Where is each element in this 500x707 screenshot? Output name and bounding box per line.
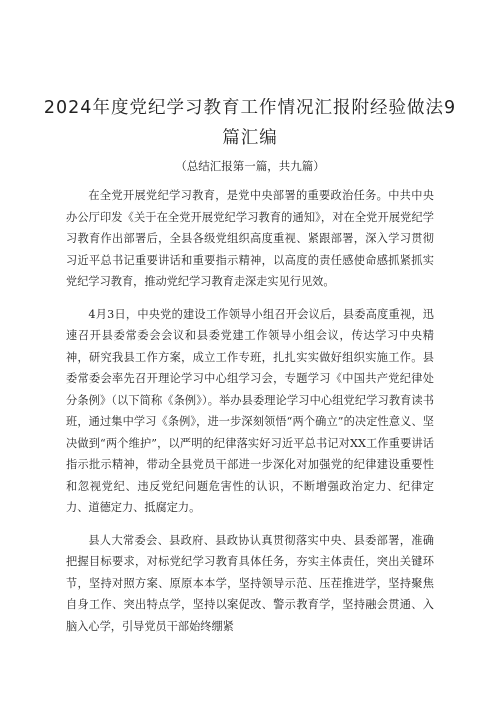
document-body bbox=[66, 185, 434, 648]
paragraph-1: 在全党开展党纪学习教育，是党中央部署的重要政治任务。中共中央办公厅印发《关于在全党开展党纪学习教育的通知》，对在全党开展党纪学习教育作出部署后，全县各级党组织高度重视、紧跟部署，深入学习贯彻习近平总书记重要讲话和重要指示精神，以高度的责任感使命感抓紧抓实党纪学习教育，推动党纪学习教育走深走实见行见效。 bbox=[66, 189, 434, 288]
document-title-line-1: 2024年度党纪学习教育工作情况汇报附经验做法9 bbox=[43, 98, 457, 118]
paragraph-3: 县人大常委会、县政府、县政协认真贯彻落实中央、县委部署，准确把握目标要求，对标党纪学习教育具体任务，夯实主体责任，突出关键环节，坚持对照方案、原原本本学，坚持领导示范、压茬推进学，坚持聚焦自身工作、突出特点学，坚持以案促改、警示教育学，坚持融会贯通、入脑入心学，引导党员干部始终绷紧 bbox=[66, 533, 434, 633]
document-title bbox=[40, 93, 460, 153]
document-title-line-2: 篇汇编 bbox=[222, 128, 278, 148]
document-subtitle: （总结汇报第一篇，共九篇） bbox=[175, 159, 325, 173]
paragraph-2: 4月3日，中央党的建设工作领导小组召开会议后，县委高度重视，迅速召开县委常委会会议和县委党建工作领导小组会议，传达学习中央精神，研究我县工作方案，成立工作专班，扎扎实实做好组织实施工作。县委常委会率先召开理论学习中心组学习会，专题学习《中国共产党纪律处分条例》（以下简称《条例》）。举办县委理论学习中心组党纪学习教育读书班，通过集中学习《条例》，进一步深刻领悟“两个确立”的决定性意义、坚决做到“两个维护”，以严明的纪律落实好习近平总书记对XX工作重要讲话指示批示精神，带动全县党员干部进一步深化对加强党的纪律建设重要性和忽视党纪、违反党纪问题危害性的认识，不断增强政治定力、纪律定力、道德定力、抵腐定力。 bbox=[66, 307, 434, 514]
